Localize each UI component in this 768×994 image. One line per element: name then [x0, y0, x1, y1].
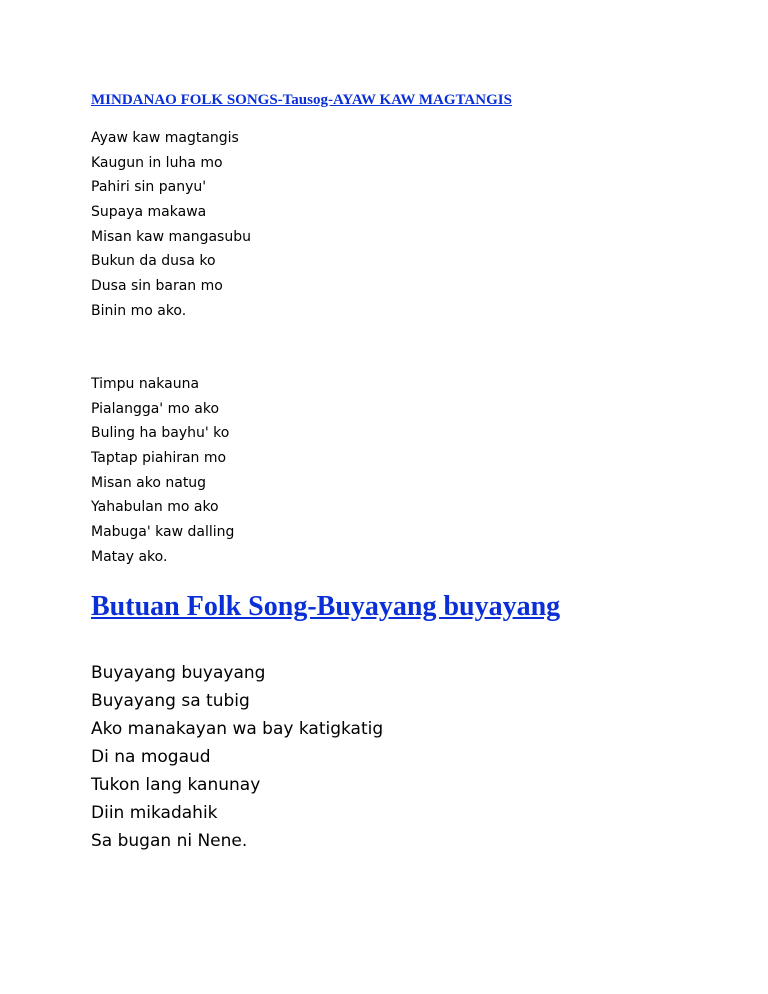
section-2-title-link[interactable]: Butuan Folk Song-Buyayang buyayang	[91, 591, 561, 622]
lyric-line: Dusa sin baran mo	[91, 278, 223, 295]
lyric-line: Buling ha bayhu' ko	[91, 425, 230, 442]
lyric-line: Bukun da dusa ko	[91, 253, 216, 270]
lyric-line: Sa bugan ni Nene.	[91, 831, 248, 851]
lyric-line: Kaugun in luha mo	[91, 154, 223, 171]
lyric-line: Ayaw kaw magtangis	[91, 130, 239, 146]
lyric-line: Timpu nakauna	[91, 376, 200, 392]
lyric-line: Buyayang sa tubig	[91, 691, 250, 711]
lyric-line: Diin mikadahik	[91, 803, 218, 823]
lyric-line: Misan kaw mangasubu	[91, 228, 251, 245]
lyric-line: Di na mogaud	[91, 747, 211, 767]
lyric-line: Pahiri sin panyu'	[91, 179, 207, 196]
lyric-line: Mabuga' kaw dalling	[91, 524, 235, 541]
lyric-line: Matay ako.	[91, 548, 168, 565]
section-1-stanza-2	[91, 372, 234, 570]
lyric-line: Yahabulan mo ako	[91, 499, 219, 516]
lyric-line: Tukon lang kanunay	[91, 775, 261, 795]
section-2-stanza-1	[91, 659, 383, 855]
lyric-line: Buyayang buyayang	[91, 663, 266, 683]
lyric-line: Pialangga' mo ako	[91, 400, 220, 417]
section-1-title-link[interactable]: MINDANAO FOLK SONGS-Tausog-AYAW KAW MAGTANGIS	[91, 92, 512, 108]
lyric-line: Taptap piahiran mo	[91, 450, 227, 467]
section-1-stanza-1	[91, 126, 251, 324]
lyric-line: Misan ako natug	[91, 474, 207, 491]
lyric-line: Supaya makawa	[91, 204, 207, 221]
lyric-line: Binin mo ako.	[91, 302, 187, 319]
lyric-line: Ako manakayan wa bay katigkatig	[91, 719, 384, 739]
